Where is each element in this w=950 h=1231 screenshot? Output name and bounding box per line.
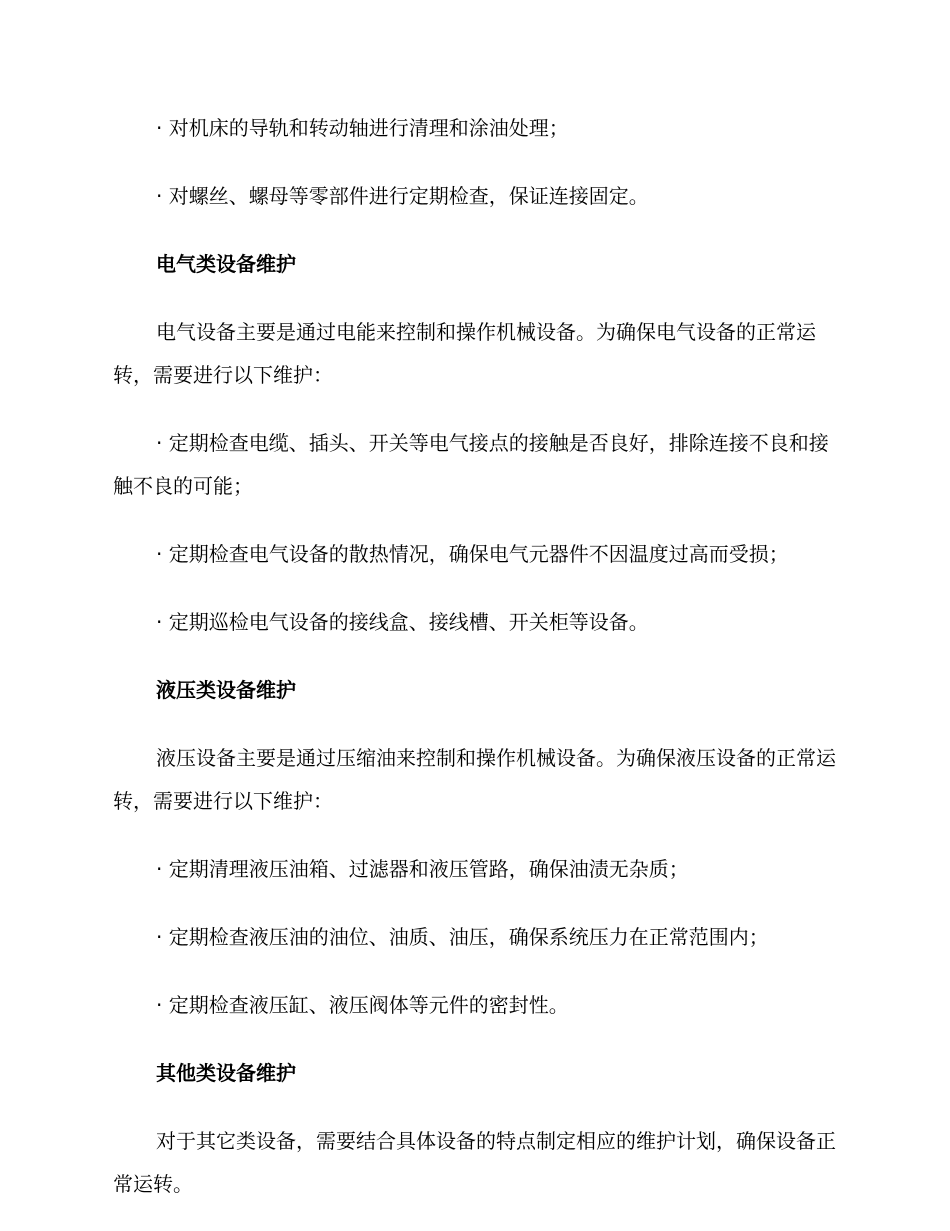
paragraph: 对于其它类设备，需要结合具体设备的特点制定相应的维护计划，确保设备正常运转。 <box>113 1129 836 1196</box>
bullet-item: · 定期巡检电气设备的接线盒、接线槽、开关柜等设备。 <box>156 610 649 634</box>
bullet-item: · 对螺丝、螺母等零部件进行定期检查，保证连接固定。 <box>156 184 649 208</box>
paragraph: 液压设备主要是通过压缩油来控制和操作机械设备。为确保液压设备的正常运转，需要进行以下维护： <box>113 746 836 813</box>
paragraph: 电气设备主要是通过电能来控制和操作机械设备。为确保电气设备的正常运转，需要进行以下维护： <box>113 320 816 387</box>
bullet-item: · 定期检查电气设备的散热情况，确保电气元器件不因温度过高而受损； <box>156 542 789 566</box>
bullet-item: · 定期检查液压缸、液压阀体等元件的密封性。 <box>156 993 569 1017</box>
section-heading: 其他类设备维护 <box>156 1061 296 1085</box>
section-heading: 电气类设备维护 <box>156 252 296 276</box>
bullet-item: · 定期清理液压油箱、过滤器和液压管路，确保油渍无杂质； <box>156 857 689 881</box>
document-body <box>113 107 837 1231</box>
bullet-item: · 对机床的导轨和转动轴进行清理和涂油处理； <box>156 116 569 140</box>
section-heading: 液压类设备维护 <box>156 678 296 702</box>
bullet-item: · 定期检查液压油的油位、油质、油压，确保系统压力在正常范围内； <box>156 925 769 949</box>
bullet-item: · 定期检查电缆、插头、开关等电气接点的接触是否良好，排除连接不良和接触不良的可能； <box>113 431 829 498</box>
